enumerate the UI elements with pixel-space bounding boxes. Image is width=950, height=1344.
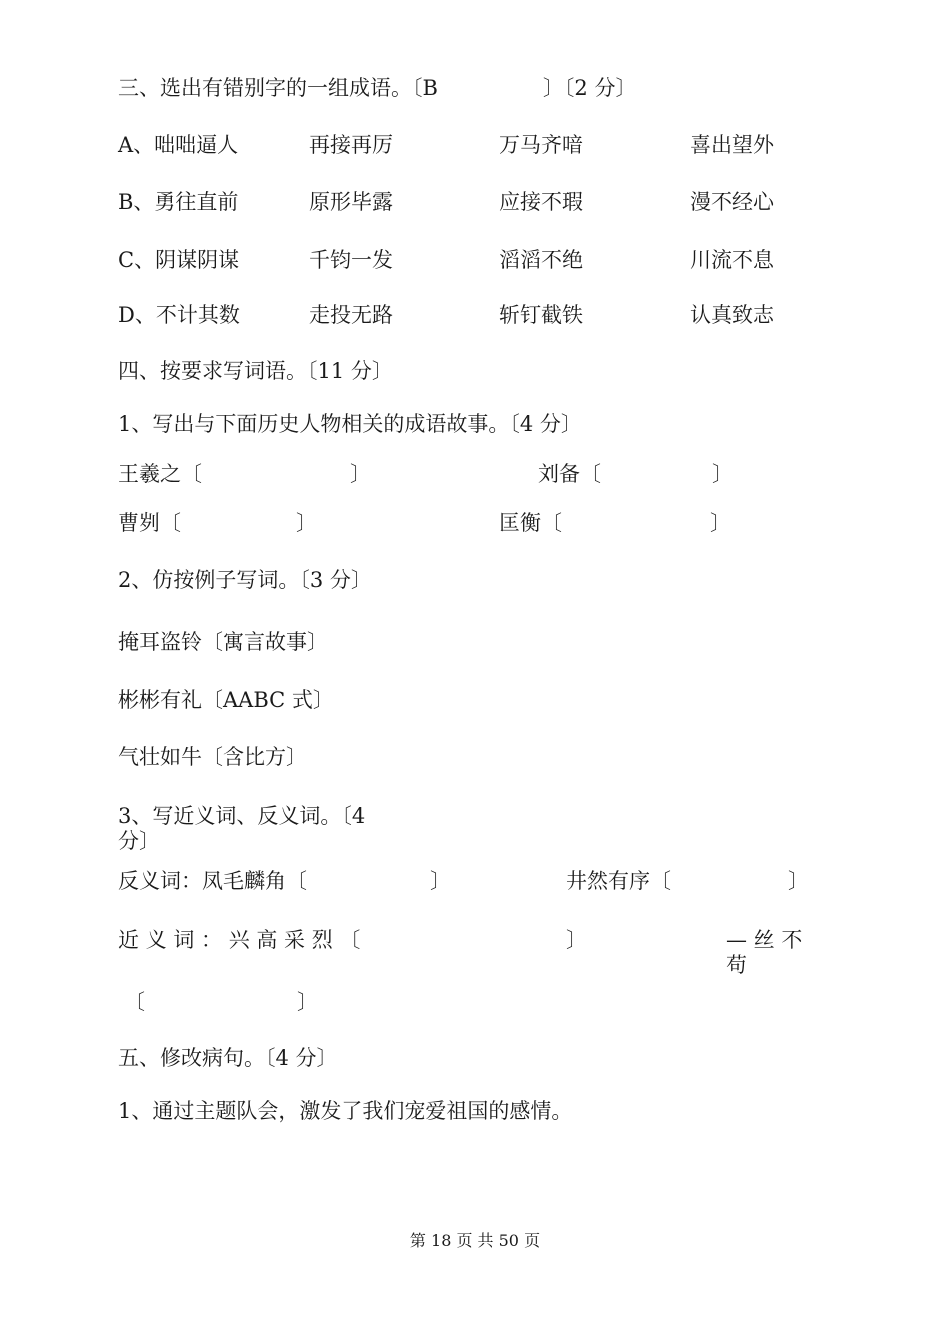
q3-synonym-1-close: 〕 — [566, 928, 587, 952]
option-b-word2: 原形毕露 — [309, 190, 393, 214]
q3-antonym-1-close: 〕 — [430, 869, 451, 893]
q1-kuang-heng: 匡衡〔 — [499, 511, 562, 535]
option-c-label: C、阴谋阴谋 — [118, 248, 240, 272]
option-b-word4: 漫不经心 — [690, 190, 774, 214]
q3-synonym-2-cont: 苟 — [726, 953, 747, 977]
q2-item: 气壮如牛〔含比方〕 — [118, 745, 307, 769]
q3-synonym-2: — 丝 不 — [726, 928, 803, 952]
option-a-word2: 再接再厉 — [309, 133, 393, 157]
option-c-word4: 川流不息 — [690, 248, 774, 272]
page-footer: 第 18 页 共 50 页 — [409, 1231, 541, 1250]
section3-title: 三、选出有错别字的一组成语。〔B 〕〔2 分〕 — [118, 76, 637, 100]
option-c-word2: 千钧一发 — [309, 248, 393, 272]
q3-antonym-2: 井然有序〔 — [566, 869, 671, 893]
q1-title: 1、写出与下面历史人物相关的成语故事。〔4 分〕 — [118, 412, 582, 436]
q3-synonym-2-open: 〔 — [124, 990, 145, 1014]
q2-item: 彬彬有礼〔AABC 式〕 — [118, 688, 334, 712]
option-a-word4: 喜出望外 — [690, 133, 774, 157]
q1-liu-bei: 刘备〔 — [538, 462, 601, 486]
option-d-word2: 走投无路 — [309, 303, 393, 327]
q1-liu-bei-close: 〕 — [712, 462, 733, 486]
q2-title: 2、仿按例子写词。〔3 分〕 — [118, 568, 372, 592]
q3-title-cont: 分〕 — [118, 829, 160, 853]
section5-q1: 1、通过主题队会，激发了我们宠爱祖国的感情。 — [118, 1099, 573, 1123]
option-d-word3: 斩钉截铁 — [499, 303, 583, 327]
q2-item: 掩耳盗铃〔寓言故事〕 — [118, 630, 328, 654]
option-a-word3: 万马齐喑 — [499, 133, 583, 157]
q3-antonym-2-close: 〕 — [788, 869, 809, 893]
option-c-word3: 滔滔不绝 — [499, 248, 583, 272]
option-b-word3: 应接不瑕 — [499, 190, 583, 214]
q3-synonym-1: 近 义 词 ： 兴 高 采 烈 〔 — [118, 928, 361, 952]
q3-antonym-1: 反义词：凤毛麟角〔 — [118, 869, 307, 893]
q1-cao-gui: 曹刿〔 — [118, 511, 181, 535]
q3-synonym-2-close: 〕 — [297, 990, 318, 1014]
option-d-word4: 认真致志 — [690, 303, 774, 327]
option-b-label: B、勇往直前 — [118, 190, 239, 214]
q1-wang-xizhi: 王羲之〔 — [118, 462, 202, 486]
section5-title: 五、修改病句。〔4 分〕 — [118, 1046, 338, 1070]
option-d-label: D、不计其数 — [118, 303, 240, 327]
option-a-label: A、咄咄逼人 — [118, 133, 239, 157]
section4-title: 四、按要求写词语。〔11 分〕 — [118, 359, 393, 383]
q1-kuang-heng-close: 〕 — [710, 511, 731, 535]
q3-title: 3、写近义词、反义词。〔4 — [118, 804, 366, 828]
q1-wang-xizhi-close: 〕 — [350, 462, 371, 486]
q1-cao-gui-close: 〕 — [296, 511, 317, 535]
